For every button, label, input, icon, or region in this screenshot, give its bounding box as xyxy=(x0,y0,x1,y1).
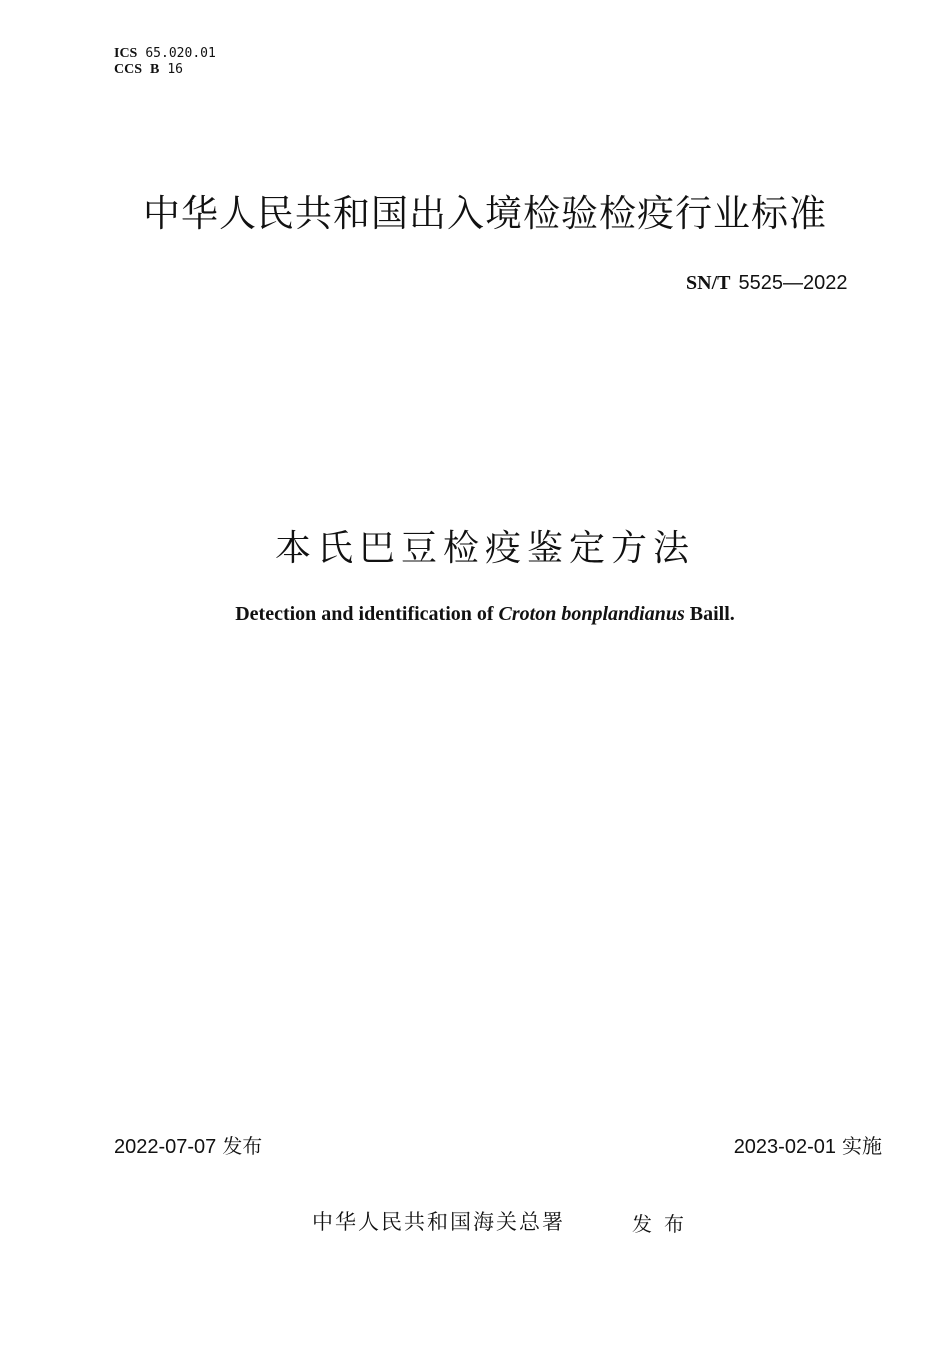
standard-code: 5525—2022 xyxy=(738,272,848,294)
classification-codes xyxy=(114,46,216,78)
ics-code: ICS 65.020.01 xyxy=(114,46,216,61)
issue-date: 2022-07-07 发布 xyxy=(114,1134,263,1158)
standard-number xyxy=(686,272,847,295)
issuing-action: 发布 xyxy=(632,1212,696,1236)
document-title-cn: 本氏巴豆检疫鉴定方法 xyxy=(274,528,695,569)
standard-prefix: SN/T xyxy=(686,272,731,294)
document-title-en: Detection and identification of Croton bonplandianus Baill. xyxy=(235,603,735,625)
species-name: Croton bonplandianus xyxy=(498,603,685,625)
implementation-date: 2023-02-01 实施 xyxy=(733,1134,882,1158)
standard-category-title: 中华人民共和国出入境检验检疫行业标准 xyxy=(143,192,827,235)
issuing-authority: 中华人民共和国海关总署 xyxy=(312,1210,565,1234)
ccs-code: CCS B 16 xyxy=(114,62,184,77)
